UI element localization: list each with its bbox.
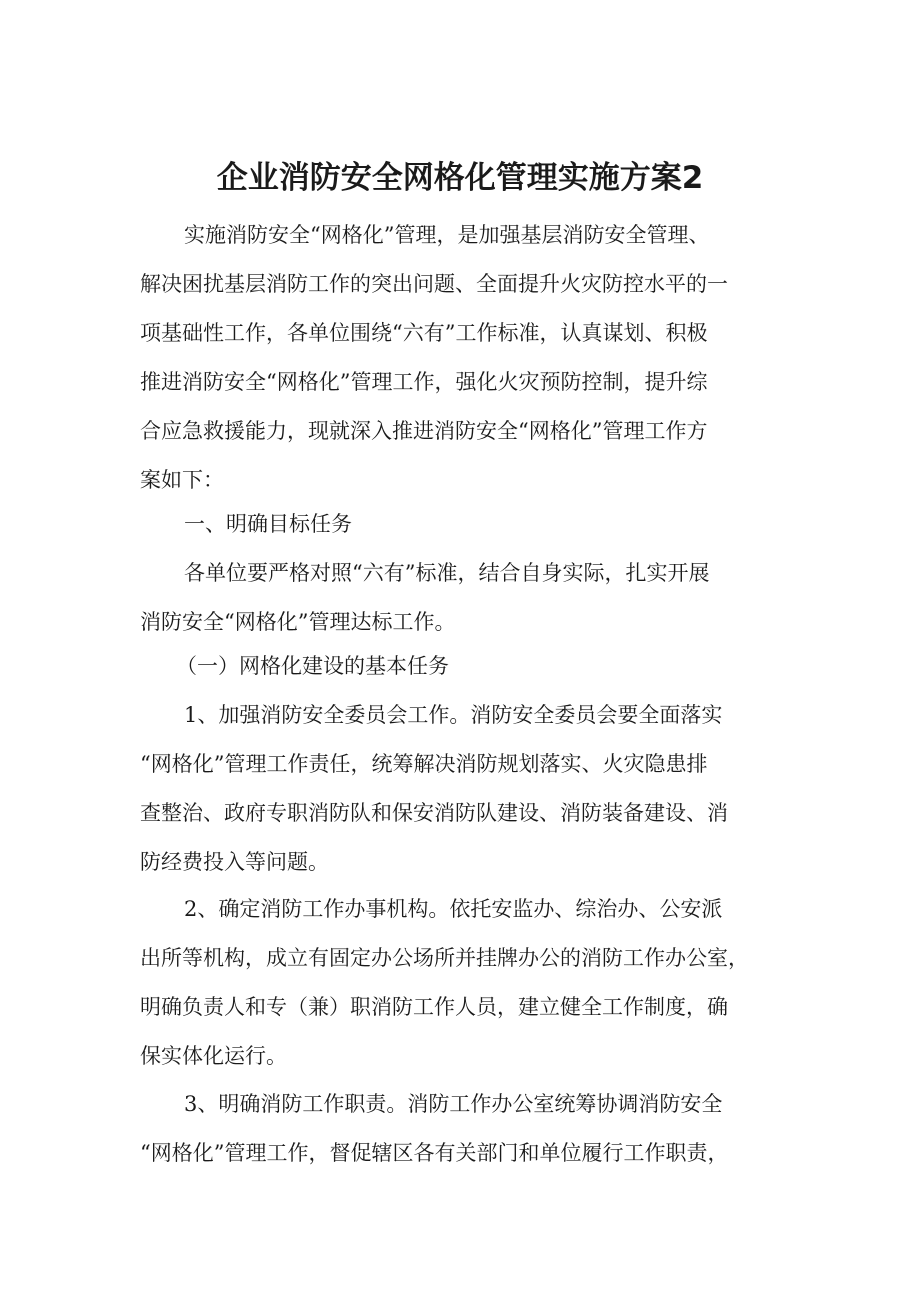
text-line: 消防安全“网格化”管理达标工作。 bbox=[140, 610, 456, 634]
item-2-paragraph bbox=[140, 885, 800, 1081]
text-line: 实施消防安全“网格化”管理，是加强基层消防安全管理、 bbox=[184, 223, 710, 247]
text-line: 出所等机构，成立有固定办公场所并挂牌办公的消防工作办公室， bbox=[140, 946, 749, 970]
text-line: 3、明确消防工作职责。消防工作办公室统筹协调消防安全 bbox=[184, 1092, 723, 1116]
goal-paragraph bbox=[140, 549, 800, 647]
intro-paragraph bbox=[140, 211, 800, 505]
text-line: 防经费投入等问题。 bbox=[140, 850, 329, 874]
subsection-heading-1 bbox=[140, 642, 800, 691]
text-line: 2、确定消防工作办事机构。依托安监办、综治办、公安派 bbox=[184, 897, 723, 921]
text-line: 查整治、政府专职消防队和保安消防队建设、消防装备建设、消 bbox=[140, 801, 728, 825]
text-line: 推进消防安全“网格化”管理工作，强化火灾预防控制，提升综 bbox=[140, 370, 708, 394]
text-line: “网格化”管理工作，督促辖区各有关部门和单位履行工作职责， bbox=[140, 1141, 729, 1165]
heading-text: 一、明确目标任务 bbox=[184, 512, 352, 536]
text-line: 案如下： bbox=[140, 468, 224, 492]
section-heading-1 bbox=[140, 500, 800, 549]
item-1-paragraph bbox=[140, 691, 800, 887]
text-line: 1、加强消防安全委员会工作。消防安全委员会要全面落实 bbox=[184, 703, 723, 727]
text-line: 合应急救援能力，现就深入推进消防安全“网格化”管理工作方 bbox=[140, 419, 708, 443]
text-line: 保实体化运行。 bbox=[140, 1044, 287, 1068]
text-line: “网格化”管理工作责任，统筹解决消防规划落实、火灾隐患排 bbox=[140, 752, 708, 776]
document-title: 企业消防安全网格化管理实施方案2 bbox=[216, 160, 704, 196]
text-line: 项基础性工作，各单位围绕“六有”工作标准，认真谋划、积极 bbox=[140, 321, 708, 345]
text-line: 明确负责人和专（兼）职消防工作人员，建立健全工作制度，确 bbox=[140, 995, 728, 1019]
heading-text: （一）网格化建设的基本任务 bbox=[176, 654, 449, 678]
text-line: 解决困扰基层消防工作的突出问题、全面提升火灾防控水平的一 bbox=[140, 272, 728, 296]
item-3-paragraph bbox=[140, 1080, 800, 1178]
text-line: 各单位要严格对照“六有”标准，结合自身实际，扎实开展 bbox=[184, 561, 710, 585]
